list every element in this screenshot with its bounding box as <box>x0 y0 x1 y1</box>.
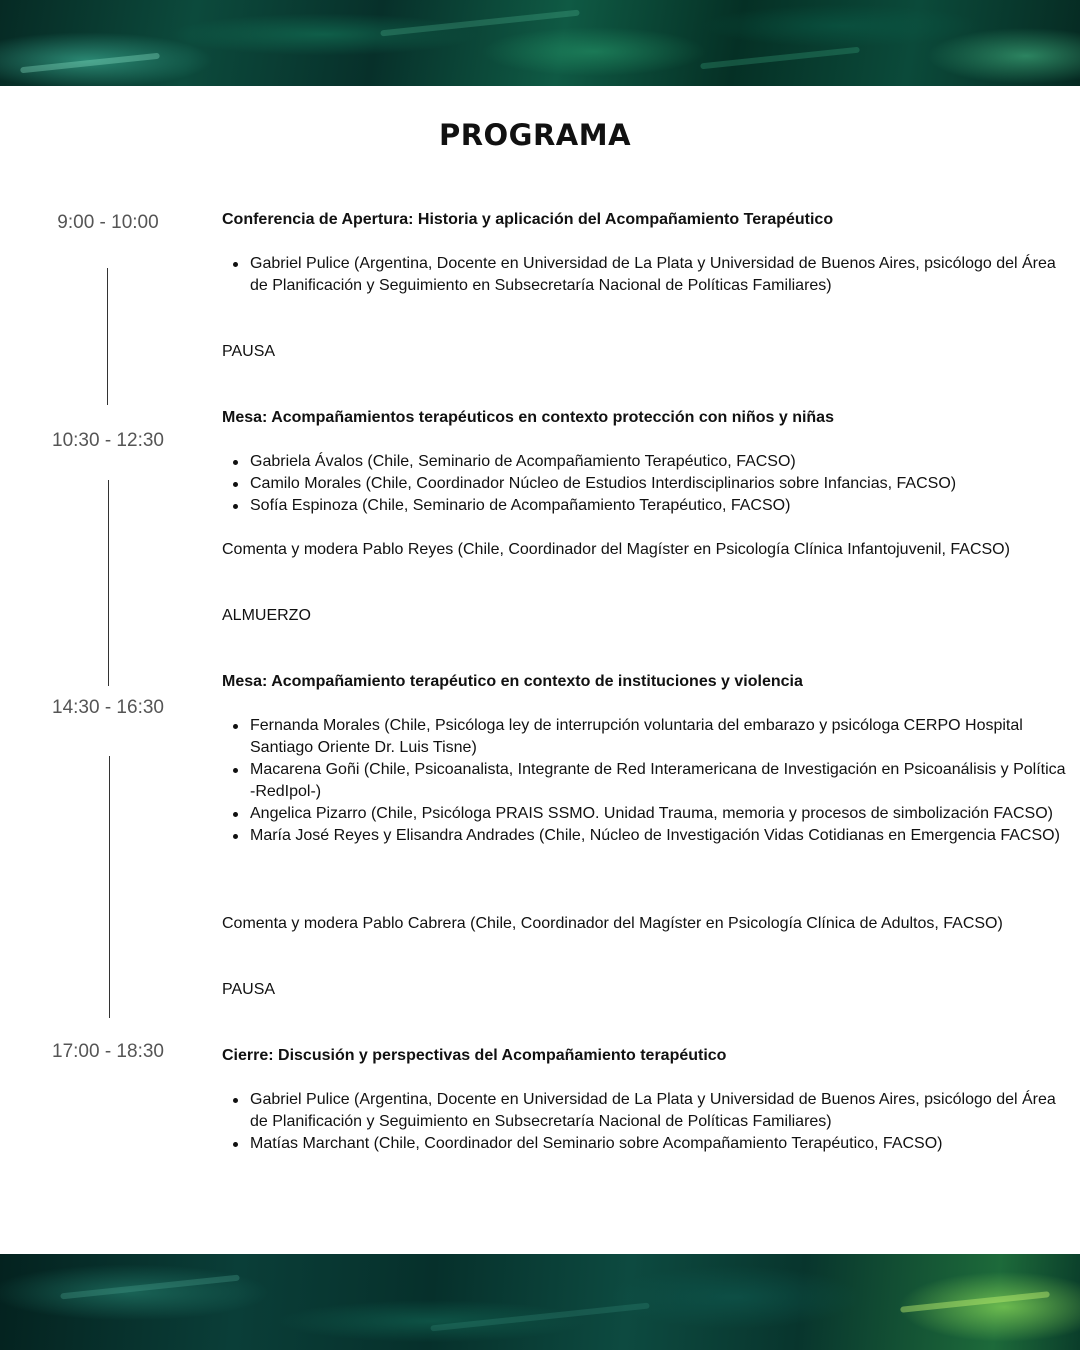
session-2-time: 10:30 - 12:30 <box>52 430 164 451</box>
speaker-item: Fernanda Morales (Chile, Psicóloga ley de interrupción voluntaria del embarazo y psicóloga CERPO Hospital Santiago Oriente Dr. Luis Tisne) <box>250 715 1070 759</box>
session-3-title: Mesa: Acompañamiento terapéutico en contexto de instituciones y violencia <box>222 673 803 690</box>
session-3-moderator: Comenta y modera Pablo Cabrera (Chile, Coordinador del Magíster en Psicología Clínica de Adultos, FACSO) <box>222 915 1003 932</box>
page-title: PROGRAMA <box>438 118 632 152</box>
session-2-title: Mesa: Acompañamientos terapéuticos en contexto protección con niños y niñas <box>222 409 834 426</box>
session-1-break: PAUSA <box>222 343 276 360</box>
session-2-break: ALMUERZO <box>222 607 311 624</box>
speaker-item: Matías Marchant (Chile, Coordinador del Seminario sobre Acompañamiento Terapéutico, FACSO) <box>250 1133 1070 1155</box>
speaker-item: María José Reyes y Elisandra Andrades (Chile, Núcleo de Investigación Vidas Cotidianas en Emergencia FACSO) <box>250 825 1070 847</box>
session-4-speakers <box>222 1089 1070 1155</box>
session-1-title: Conferencia de Apertura: Historia y aplicación del Acompañamiento Terapéutico <box>222 211 834 228</box>
bottom-banner-painting <box>0 1254 1080 1350</box>
timeline-line-3 <box>109 756 110 1018</box>
session-4-title: Cierre: Discusión y perspectivas del Acompañamiento terapéutico <box>222 1047 727 1064</box>
timeline-line-1 <box>107 268 108 405</box>
session-4-time: 17:00 - 18:30 <box>52 1041 164 1062</box>
session-1-time: 9:00 - 10:00 <box>57 212 159 233</box>
session-3-time: 14:30 - 16:30 <box>52 697 164 718</box>
speaker-item: Macarena Goñi (Chile, Psicoanalista, Integrante de Red Interamericana de Investigación en Psicoanálisis y Política -RedIpol-) <box>250 759 1070 803</box>
session-2-speakers <box>222 451 1070 517</box>
session-1-speakers <box>222 253 1070 297</box>
speaker-item: Camilo Morales (Chile, Coordinador Núcleo de Estudios Interdisciplinarios sobre Infancias, FACSO) <box>250 473 1070 495</box>
speaker-item: Angelica Pizarro (Chile, Psicóloga PRAIS SSMO. Unidad Trauma, memoria y procesos de simbolización FACSO) <box>250 803 1070 825</box>
session-3-break: PAUSA <box>222 981 276 998</box>
timeline-line-2 <box>108 480 109 686</box>
session-3-speakers <box>222 715 1070 847</box>
top-banner-painting <box>0 0 1080 86</box>
speaker-item: Gabriel Pulice (Argentina, Docente en Universidad de La Plata y Universidad de Buenos Aires, psicólogo del Área de Planificación y Seguimiento en Subsecretaría Nacional de Políticas Familiares) <box>250 253 1070 297</box>
speaker-item: Gabriela Ávalos (Chile, Seminario de Acompañamiento Terapéutico, FACSO) <box>250 451 1070 473</box>
session-2-moderator: Comenta y modera Pablo Reyes (Chile, Coordinador del Magíster en Psicología Clínica Infantojuvenil, FACSO) <box>222 541 1010 558</box>
speaker-item: Gabriel Pulice (Argentina, Docente en Universidad de La Plata y Universidad de Buenos Aires, psicólogo del Área de Planificación y Seguimiento en Subsecretaría Nacional de Políticas Familiares) <box>250 1089 1070 1133</box>
speaker-item: Sofía Espinoza (Chile, Seminario de Acompañamiento Terapéutico, FACSO) <box>250 495 1070 517</box>
